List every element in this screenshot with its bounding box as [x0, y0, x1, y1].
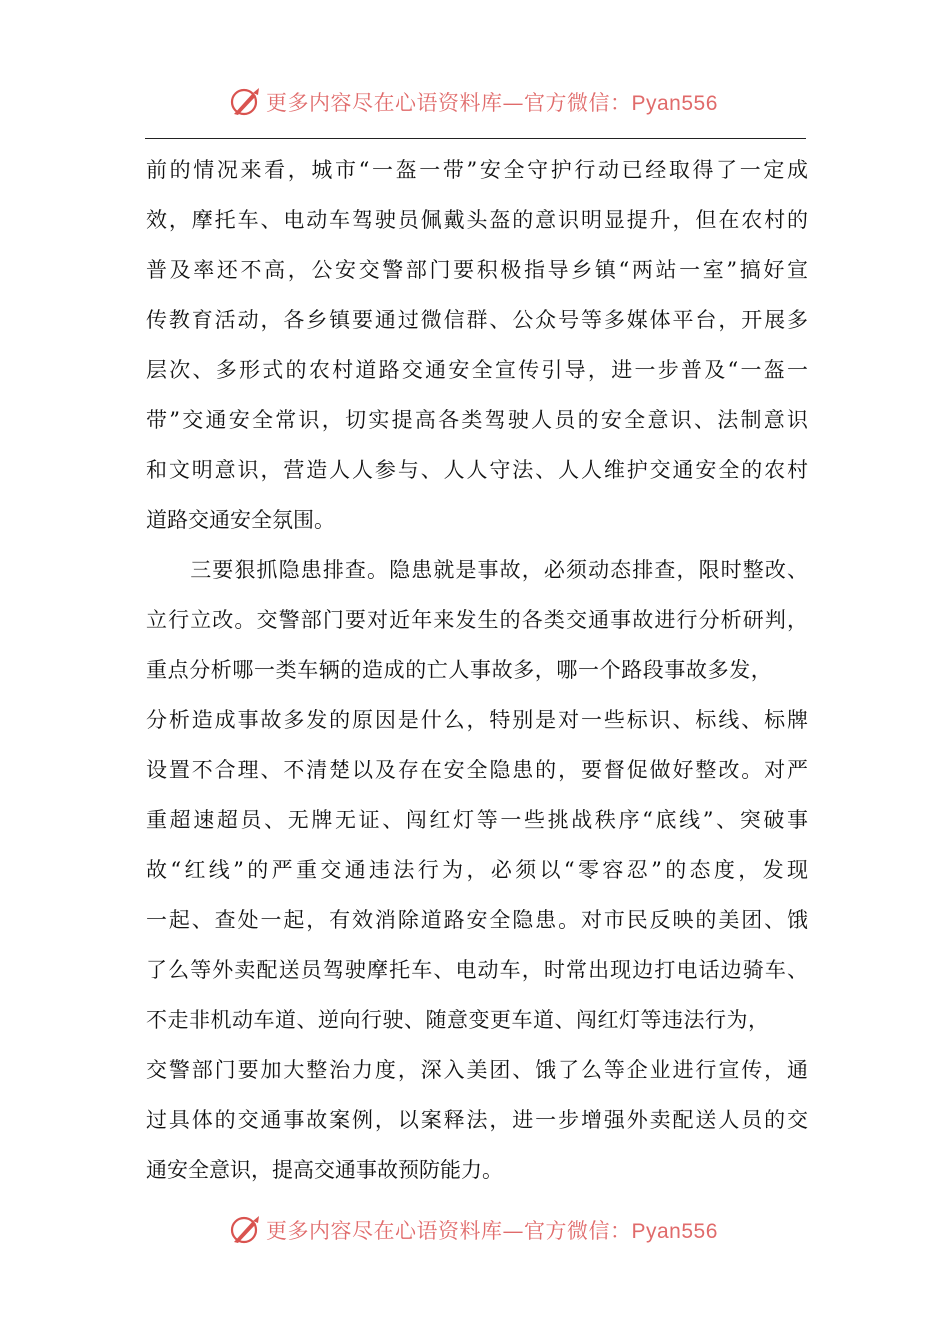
text-line: 通安全意识，提高交通事故预防能力。 — [146, 1158, 503, 1182]
text-line: 故“红线”的严重交通违法行为，必须以“零容忍”的态度，发现 — [146, 858, 808, 882]
text-line: 普及率还不高，公安交警部门要积极指导乡镇“两站一室”搞好宣 — [146, 258, 808, 282]
text-line: 立行立改。交警部门要对近年来发生的各类交通事故进行分析研判， — [146, 608, 808, 632]
text-line: 设置不合理、不清楚以及存在安全隐患的，要督促做好整改。对严 — [146, 758, 808, 782]
footer-wechat-id: Pyan556 — [631, 1220, 718, 1243]
footer-banner-label: 更多内容尽在心语资料库—官方微信： — [266, 1219, 632, 1243]
footer-banner-text — [266, 1215, 718, 1245]
text-line: 传教育活动，各乡镇要通过微信群、公众号等多媒体平台，开展多 — [146, 308, 808, 332]
header-wechat-id: Pyan556 — [631, 92, 718, 115]
text-line: 效，摩托车、电动车驾驶员佩戴头盔的意识明显提升，但在农村的 — [146, 208, 808, 232]
quill-logo-icon — [228, 1213, 262, 1247]
text-line: 一起、查处一起，有效消除道路安全隐患。对市民反映的美团、饿 — [146, 908, 808, 932]
header-banner — [0, 82, 950, 122]
text-line: 道路交通安全氛围。 — [146, 508, 335, 532]
quill-logo-icon — [228, 85, 262, 119]
text-line: 和文明意识，营造人人参与、人人守法、人人维护交通安全的农村 — [146, 458, 808, 482]
text-line: 分析造成事故多发的原因是什么，特别是对一些标识、标线、标牌 — [146, 708, 808, 732]
text-line: 三要狠抓隐患排查。隐患就是事故，必须动态排查，限时整改、 — [146, 558, 808, 582]
text-line: 过具体的交通事故案例，以案释法，进一步增强外卖配送人员的交 — [146, 1108, 808, 1132]
text-line: 不走非机动车道、逆向行驶、随意变更车道、闯红灯等违法行为， — [146, 1008, 770, 1032]
text-line: 重点分析哪一类车辆的造成的亡人事故多，哪一个路段事故多发， — [146, 658, 773, 682]
header-banner-text — [266, 87, 718, 117]
text-line: 了么等外卖配送员驾驶摩托车、电动车，时常出现边打电话边骑车、 — [146, 958, 808, 982]
text-line: 重超速超员、无牌无证、闯红灯等一些挑战秩序“底线”、突破事 — [146, 808, 808, 832]
header-banner-label: 更多内容尽在心语资料库—官方微信： — [266, 91, 632, 115]
text-line: 带”交通安全常识，切实提高各类驾驶人员的安全意识、法制意识 — [146, 408, 808, 432]
header-divider — [145, 138, 806, 139]
text-line: 交警部门要加大整治力度，深入美团、饿了么等企业进行宣传，通 — [146, 1058, 808, 1082]
text-line: 前的情况来看，城市“一盔一带”安全守护行动已经取得了一定成 — [146, 158, 808, 182]
text-line: 层次、多形式的农村道路交通安全宣传引导，进一步普及“一盔一 — [146, 358, 808, 382]
footer-banner — [0, 1210, 950, 1250]
document-body — [146, 145, 808, 1195]
